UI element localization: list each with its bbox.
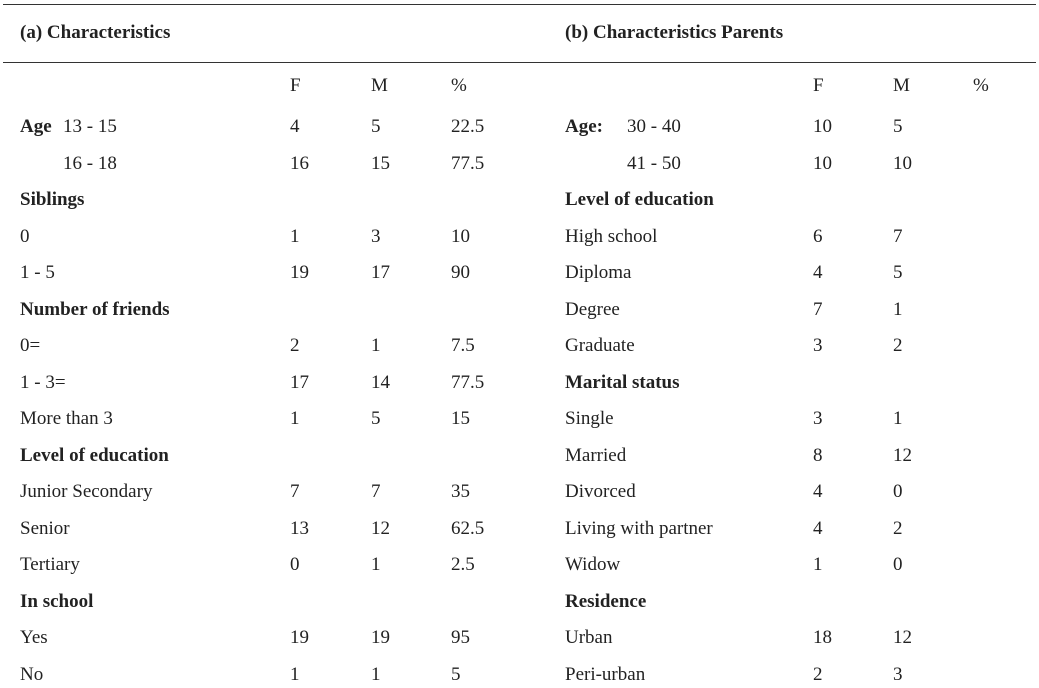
b-row-sublabel: 30 - 40 [627, 116, 681, 137]
a-cell-f: 16 [290, 152, 309, 174]
a-col-header-pct: % [451, 75, 467, 96]
b-row-label: Divorced [565, 481, 636, 502]
a-row-label: Senior [20, 517, 70, 539]
b-cell-f: 10 [813, 116, 832, 137]
b-row-label: Living with partner [565, 517, 713, 539]
a-cell-pct: 77.5 [451, 152, 485, 174]
b-cell-m: 1 [893, 408, 903, 429]
a-cell-m: 1 [371, 554, 381, 575]
a-cell-pct: 22.5 [451, 116, 485, 137]
b-cell-f: 2 [813, 663, 823, 685]
b-row-label: Peri-urban [565, 663, 646, 685]
a-cell-f: 7 [290, 481, 300, 502]
a-row-sublabel: 13 - 15 [63, 116, 117, 137]
top-rule [3, 4, 1036, 5]
a-row-label: Tertiary [20, 554, 80, 575]
b-cell-m: 12 [893, 627, 912, 648]
a-cell-m: 17 [371, 262, 390, 283]
b-cell-f: 3 [813, 408, 823, 429]
b-row-label: Degree [565, 298, 620, 320]
b-cell-f: 3 [813, 335, 823, 356]
b-cell-m: 0 [893, 481, 903, 502]
b-row-label: Widow [565, 554, 621, 575]
a-row-label: Level of education [20, 444, 169, 466]
a-cell-f: 13 [290, 517, 309, 539]
b-row-label: Residence [565, 590, 647, 612]
b-row-label: Age: [565, 116, 603, 137]
b-row-label: Graduate [565, 335, 635, 356]
a-row-label: Number of friends [20, 298, 170, 320]
a-row-label: Siblings [20, 189, 85, 210]
b-cell-m: 3 [893, 663, 903, 685]
panel-a-title: (a) Characteristics [20, 22, 171, 43]
b-row-label: Married [565, 444, 627, 466]
a-cell-f: 17 [290, 371, 309, 393]
panel-b-title: (b) Characteristics Parents [565, 22, 784, 43]
b-cell-f: 10 [813, 152, 832, 174]
a-cell-pct: 62.5 [451, 517, 485, 539]
b-col-header-pct: % [973, 75, 989, 96]
b-cell-f: 8 [813, 444, 823, 466]
a-cell-f: 1 [290, 408, 300, 429]
a-cell-m: 5 [371, 116, 381, 137]
a-cell-m: 7 [371, 481, 381, 502]
b-cell-m: 1 [893, 298, 903, 320]
b-row-label: Urban [565, 627, 613, 648]
a-cell-m: 15 [371, 152, 390, 174]
a-cell-pct: 95 [451, 627, 470, 648]
a-cell-pct: 77.5 [451, 371, 485, 393]
a-cell-f: 4 [290, 116, 300, 137]
b-row-label: Diploma [565, 262, 632, 283]
a-cell-f: 1 [290, 225, 300, 247]
a-cell-m: 1 [371, 335, 381, 356]
a-cell-pct: 10 [451, 225, 470, 247]
a-cell-m: 14 [371, 371, 390, 393]
b-cell-m: 5 [893, 116, 903, 137]
a-col-header-m: M [371, 75, 388, 96]
a-col-header-f: F [290, 75, 301, 96]
a-cell-pct: 7.5 [451, 335, 475, 356]
a-cell-m: 1 [371, 663, 381, 685]
b-col-header-m: M [893, 75, 910, 96]
a-row-label: 1 - 3= [20, 371, 66, 393]
a-row-label: 0= [20, 335, 41, 356]
a-cell-m: 19 [371, 627, 390, 648]
b-col-header-f: F [813, 75, 824, 96]
a-cell-m: 3 [371, 225, 381, 247]
a-row-label: 1 - 5 [20, 262, 55, 283]
a-cell-f: 19 [290, 627, 309, 648]
b-cell-f: 4 [813, 481, 823, 502]
a-row-label: 0 [20, 225, 30, 247]
a-row-label: In school [20, 590, 94, 612]
b-cell-m: 2 [893, 517, 903, 539]
header-rule [3, 62, 1036, 63]
a-row-label: Age [20, 116, 52, 137]
a-row-label: Junior Secondary [20, 481, 153, 502]
a-cell-pct: 2.5 [451, 554, 475, 575]
a-row-sublabel: 16 - 18 [63, 152, 117, 174]
b-cell-f: 4 [813, 262, 823, 283]
b-cell-f: 7 [813, 298, 823, 320]
b-row-sublabel: 41 - 50 [627, 152, 681, 174]
a-cell-m: 5 [371, 408, 381, 429]
a-cell-f: 0 [290, 554, 300, 575]
b-cell-f: 6 [813, 225, 823, 247]
b-row-label: High school [565, 225, 658, 247]
a-cell-m: 12 [371, 517, 390, 539]
b-cell-m: 2 [893, 335, 903, 356]
b-cell-m: 10 [893, 152, 912, 174]
b-cell-m: 0 [893, 554, 903, 575]
b-row-label: Single [565, 408, 614, 429]
a-cell-f: 2 [290, 335, 300, 356]
b-cell-m: 12 [893, 444, 912, 466]
b-cell-f: 4 [813, 517, 823, 539]
a-row-label: More than 3 [20, 408, 113, 429]
a-cell-f: 19 [290, 262, 309, 283]
a-row-label: Yes [20, 627, 48, 648]
a-row-label: No [20, 663, 44, 685]
a-cell-pct: 90 [451, 262, 470, 283]
b-cell-f: 18 [813, 627, 832, 648]
b-row-label: Level of education [565, 189, 714, 210]
b-cell-m: 7 [893, 225, 903, 247]
a-cell-pct: 5 [451, 663, 461, 685]
b-row-label: Marital status [565, 371, 680, 393]
a-cell-pct: 35 [451, 481, 470, 502]
a-cell-pct: 15 [451, 408, 470, 429]
b-cell-f: 1 [813, 554, 823, 575]
a-cell-f: 1 [290, 663, 300, 685]
b-cell-m: 5 [893, 262, 903, 283]
